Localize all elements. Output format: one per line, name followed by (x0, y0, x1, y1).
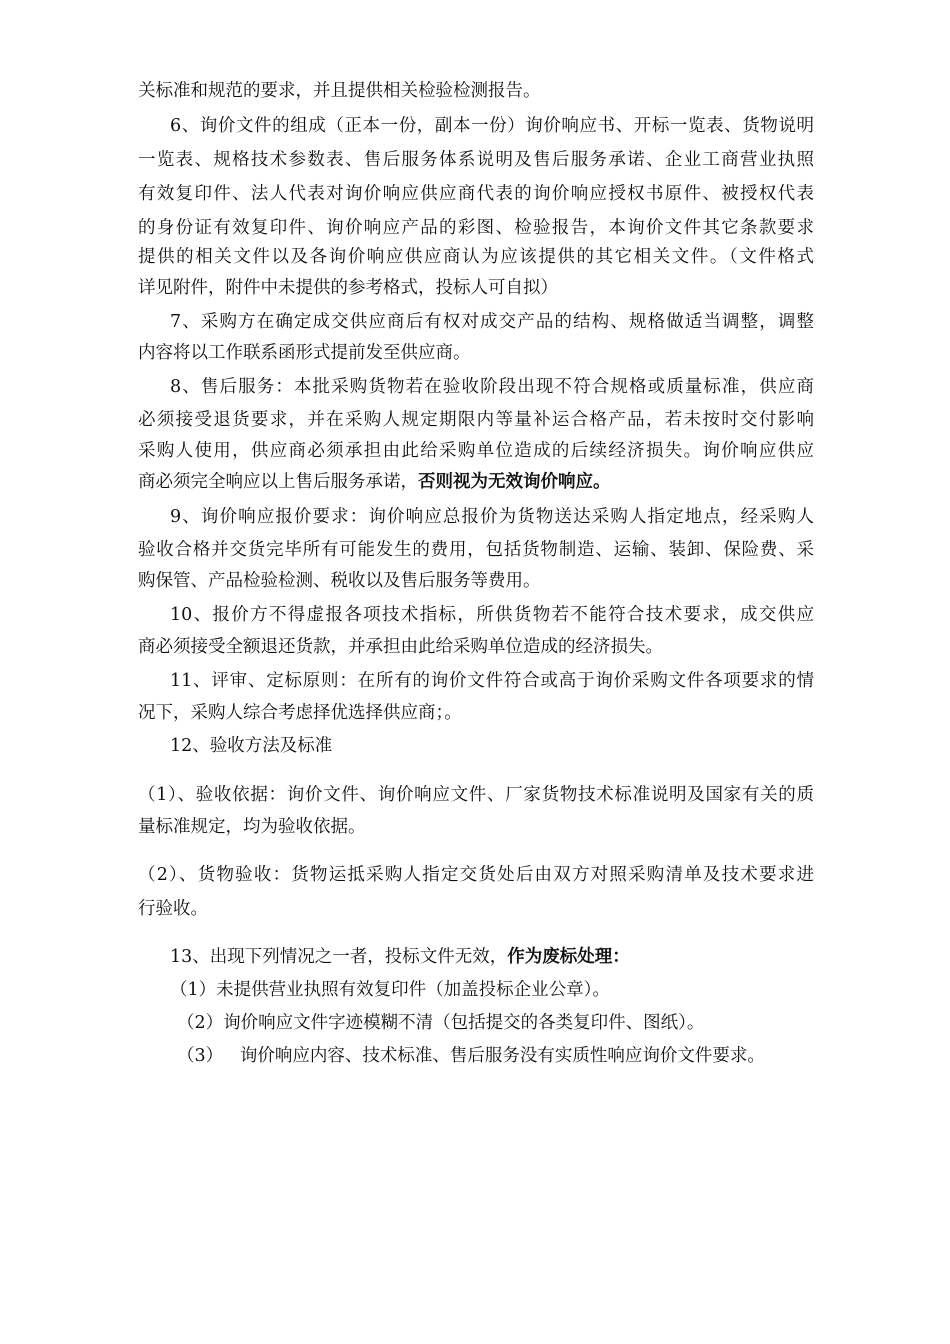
paragraph-text: 商必须完全响应以上售后服务承诺， (138, 472, 418, 492)
paragraph-line: 购保管、产品检验检测、税收以及售后服务等费用。 (138, 571, 541, 591)
paragraph-text: 13、出现下列情况之一者，投标文件无效， (170, 947, 508, 967)
list-item: （2）询价响应文件字迹模糊不清（包括提交的各类复印件、图纸）。 (177, 1013, 705, 1033)
paragraph-line (138, 471, 611, 493)
emphasis-text: 否则视为无效询价响应。 (418, 472, 611, 492)
section-heading: 12、验收方法及标准 (170, 736, 333, 756)
paragraph-line: 关标准和规范的要求，并且提供相关检验检测报告。 (138, 81, 541, 101)
paragraph-line: 9、询价响应报价要求：询价响应总报价为货物送达采购人指定地点，经采购人 (170, 507, 814, 527)
paragraph-line: 10、报价方不得虚报各项技术指标，所供货物若不能符合技术要求，成交供应 (170, 605, 814, 625)
list-item: （1）未提供营业执照有效复印件（加盖投标企业公章）。 (170, 980, 610, 1000)
paragraph-line: 况下，采购人综合考虑择优选择供应商；。 (138, 703, 462, 723)
emphasis-text: 作为废标处理： (507, 947, 630, 967)
paragraph-line: 提供的相关文件以及各询价响应供应商认为应该提供的其它相关文件。（文件格式 (138, 247, 814, 267)
paragraph-line: 6、询价文件的组成（正本一份，副本一份）询价响应书、开标一览表、货物说明 (170, 116, 814, 136)
paragraph-line: 8、售后服务：本批采购货物若在验收阶段出现不符合规格或质量标准，供应商 (170, 377, 814, 397)
paragraph-line: 的身份证有效复印件、询价响应产品的彩图、检验报告，本询价文件其它条款要求 (138, 218, 814, 238)
paragraph-line: 内容将以工作联系函形式提前发至供应商。 (138, 343, 471, 363)
paragraph-line: 一览表、规格技术参数表、售后服务体系说明及售后服务承诺、企业工商营业执照 (138, 150, 814, 170)
paragraph-line: （1）、验收依据：询价文件、询价响应文件、厂家货物技术标准说明及国家有关的质 (138, 785, 814, 805)
paragraph-line: 有效复印件、法人代表对询价响应供应商代表的询价响应授权书原件、被授权代表 (138, 184, 814, 204)
paragraph-line: 11、评审、定标原则：在所有的询价文件符合或高于询价采购文件各项要求的情 (170, 671, 814, 691)
paragraph-line: 验收合格并交货完毕所有可能发生的费用，包括货物制造、运输、装卸、保险费、采 (138, 540, 814, 560)
paragraph-line: 行验收。 (138, 899, 208, 919)
paragraph-line: 量标准规定，均为验收依据。 (138, 817, 366, 837)
paragraph-line: 必须接受退货要求，并在采购人规定期限内等量补运合格产品，若未按时交付影响 (138, 410, 814, 430)
paragraph-line: （2）、货物验收：货物运抵采购人指定交货处后由双方对照采购清单及技术要求进 (138, 865, 814, 885)
paragraph-line: 采购人使用，供应商必须承担由此给采购单位造成的后续经济损失。询价响应供应 (138, 441, 814, 461)
paragraph-line (170, 946, 630, 968)
list-item: （3） 询价响应内容、技术标准、售后服务没有实质性响应询价文件要求。 (177, 1046, 765, 1066)
paragraph-line: 商必须接受全额退还货款，并承担由此给采购单位造成的经济损失。 (138, 637, 663, 657)
paragraph-line: 详见附件，附件中未提供的参考格式，投标人可自拟） (138, 278, 558, 298)
paragraph-line: 7、采购方在确定成交供应商后有权对成交产品的结构、规格做适当调整，调整 (170, 312, 814, 332)
